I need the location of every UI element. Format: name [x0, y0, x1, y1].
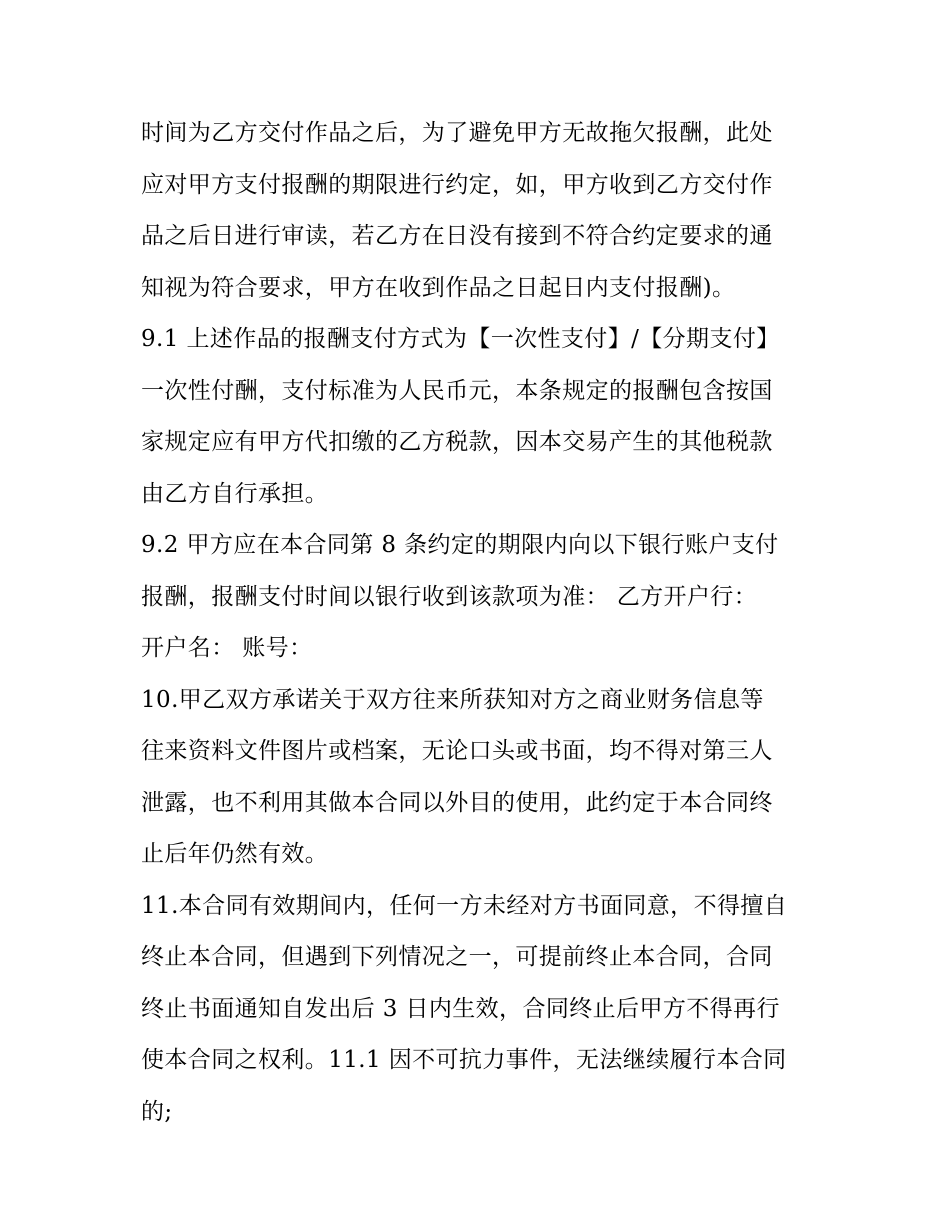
clause-9-1-line: 9.1 上述作品的报酬支付方式为【一次性支付】/【分期支付】	[141, 326, 780, 352]
text-line: 终止书面通知自发出后 3 日内生效，合同终止后甲方不得再行	[141, 995, 780, 1022]
text-line: 泄露，也不利用其做本合同以外目的使用，此约定于本合同终	[141, 789, 773, 816]
document-body	[141, 108, 821, 1138]
text-line: 终止本合同，但遇到下列情况之一，可提前终止本合同，合同	[141, 944, 773, 970]
clause-11-line: 11.本合同有效期间内，任何一方未经对方书面同意，不得擅自	[141, 892, 788, 919]
text-line: 由乙方自行承担。	[141, 480, 329, 507]
text-line: 家规定应有甲方代扣缴的乙方税款，因本交易产生的其他税款	[141, 429, 773, 455]
text-line: 一次性付酬，支付标准为人民币元，本条规定的报酬包含按国	[141, 377, 773, 404]
clause-10-line: 10.甲乙双方承诺关于双方往来所获知对方之商业财务信息等	[141, 686, 764, 713]
text-line: 应对甲方支付报酬的期限进行约定，如，甲方收到乙方交付作	[141, 171, 773, 198]
text-line: 报酬，报酬支付时间以银行收到该款项为准： 乙方开户行：	[141, 583, 758, 610]
clause-9-2-line: 9.2 甲方应在本合同第 8 条约定的期限内向以下银行账户支付	[141, 532, 779, 558]
text-line: 使本合同之权利。11.1 因不可抗力事件，无法继续履行本合同	[141, 1047, 787, 1073]
text-line: 止后年仍然有效。	[141, 841, 329, 867]
text-line: 时间为乙方交付作品之后，为了避免甲方无故拖欠报酬，此处	[141, 120, 773, 146]
text-line: 品之后日进行审读，若乙方在日没有接到不符合约定要求的通	[141, 223, 773, 249]
text-line: 往来资料文件图片或档案，无论口头或书面，均不得对第三人	[141, 738, 773, 764]
account-info-line: 开户名： 账号：	[141, 635, 313, 661]
text-line: 知视为符合要求，甲方在收到作品之日起日内支付报酬)。	[141, 274, 736, 301]
text-line: 的;	[141, 1098, 173, 1125]
